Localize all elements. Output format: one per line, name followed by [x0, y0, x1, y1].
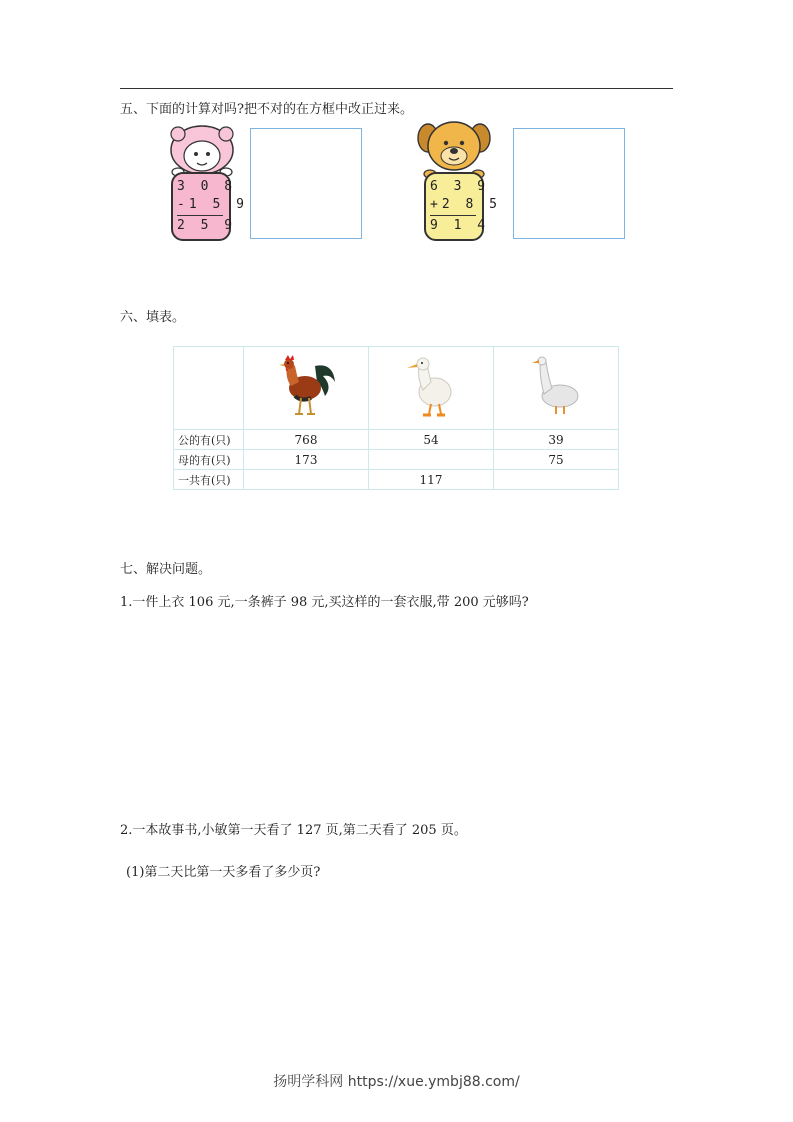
table-row — [174, 430, 619, 450]
row-label: 公的有(只) — [174, 430, 244, 450]
section5-heading: 五、下面的计算对吗?把不对的在方框中改正过来。 — [120, 102, 413, 117]
sheep-card-divider — [177, 215, 223, 216]
table-cell[interactable] — [494, 470, 619, 490]
rooster-cell — [244, 347, 369, 430]
dog-card — [424, 172, 501, 241]
section6-heading: 六、填表。 — [120, 310, 186, 325]
question-2-part-1: (1)第二天比第一天多看了多少页? — [126, 865, 321, 880]
row-label: 一共有(只) — [174, 470, 244, 490]
sheep-figure — [166, 120, 248, 240]
table-cell[interactable]: 768 — [244, 430, 369, 450]
dog-icon — [416, 118, 492, 178]
sheep-answer-box[interactable] — [250, 128, 362, 239]
table-cell[interactable]: 117 — [369, 470, 494, 490]
table-corner-cell — [174, 347, 244, 430]
duck-icon — [401, 352, 461, 422]
sheep-card-row2: -1 5 9 — [177, 197, 248, 212]
table-cell[interactable] — [244, 470, 369, 490]
top-rule — [120, 88, 673, 89]
sheep-card-row1: 3 0 8 — [177, 179, 237, 194]
table-cell[interactable]: 54 — [369, 430, 494, 450]
duck-cell — [369, 347, 494, 430]
dog-figure — [416, 118, 501, 240]
rooster-icon — [271, 352, 341, 422]
question-1: 1.一件上衣 106 元,一条裤子 98 元,买这样的一套衣服,带 200 元够吗? — [120, 595, 529, 610]
footer-watermark: 扬明学科网 https://xue.ymbj88.com/ — [273, 1074, 520, 1090]
dog-answer-box[interactable] — [513, 128, 625, 239]
goose-cell — [494, 347, 619, 430]
dog-card-row3: 9 1 4 — [430, 218, 490, 233]
question-2: 2.一本故事书,小敏第一天看了 127 页,第二天看了 205 页。 — [120, 823, 467, 838]
goose-icon — [526, 352, 586, 422]
dog-card-row1: 6 3 9 — [430, 179, 490, 194]
sheep-card — [171, 172, 248, 241]
table-image-row — [174, 347, 619, 430]
sheep-card-row3: 2 5 9 — [177, 218, 237, 233]
dog-card-divider — [430, 215, 476, 216]
table-cell[interactable]: 75 — [494, 450, 619, 470]
table-cell[interactable]: 39 — [494, 430, 619, 450]
table-cell[interactable] — [369, 450, 494, 470]
dog-card-row2: +2 8 5 — [430, 197, 501, 212]
row-label: 母的有(只) — [174, 450, 244, 470]
table-row — [174, 470, 619, 490]
fill-table — [173, 346, 619, 490]
table-cell[interactable]: 173 — [244, 450, 369, 470]
sheep-icon — [166, 120, 238, 176]
table-row — [174, 450, 619, 470]
section7-heading: 七、解决问题。 — [120, 562, 212, 577]
